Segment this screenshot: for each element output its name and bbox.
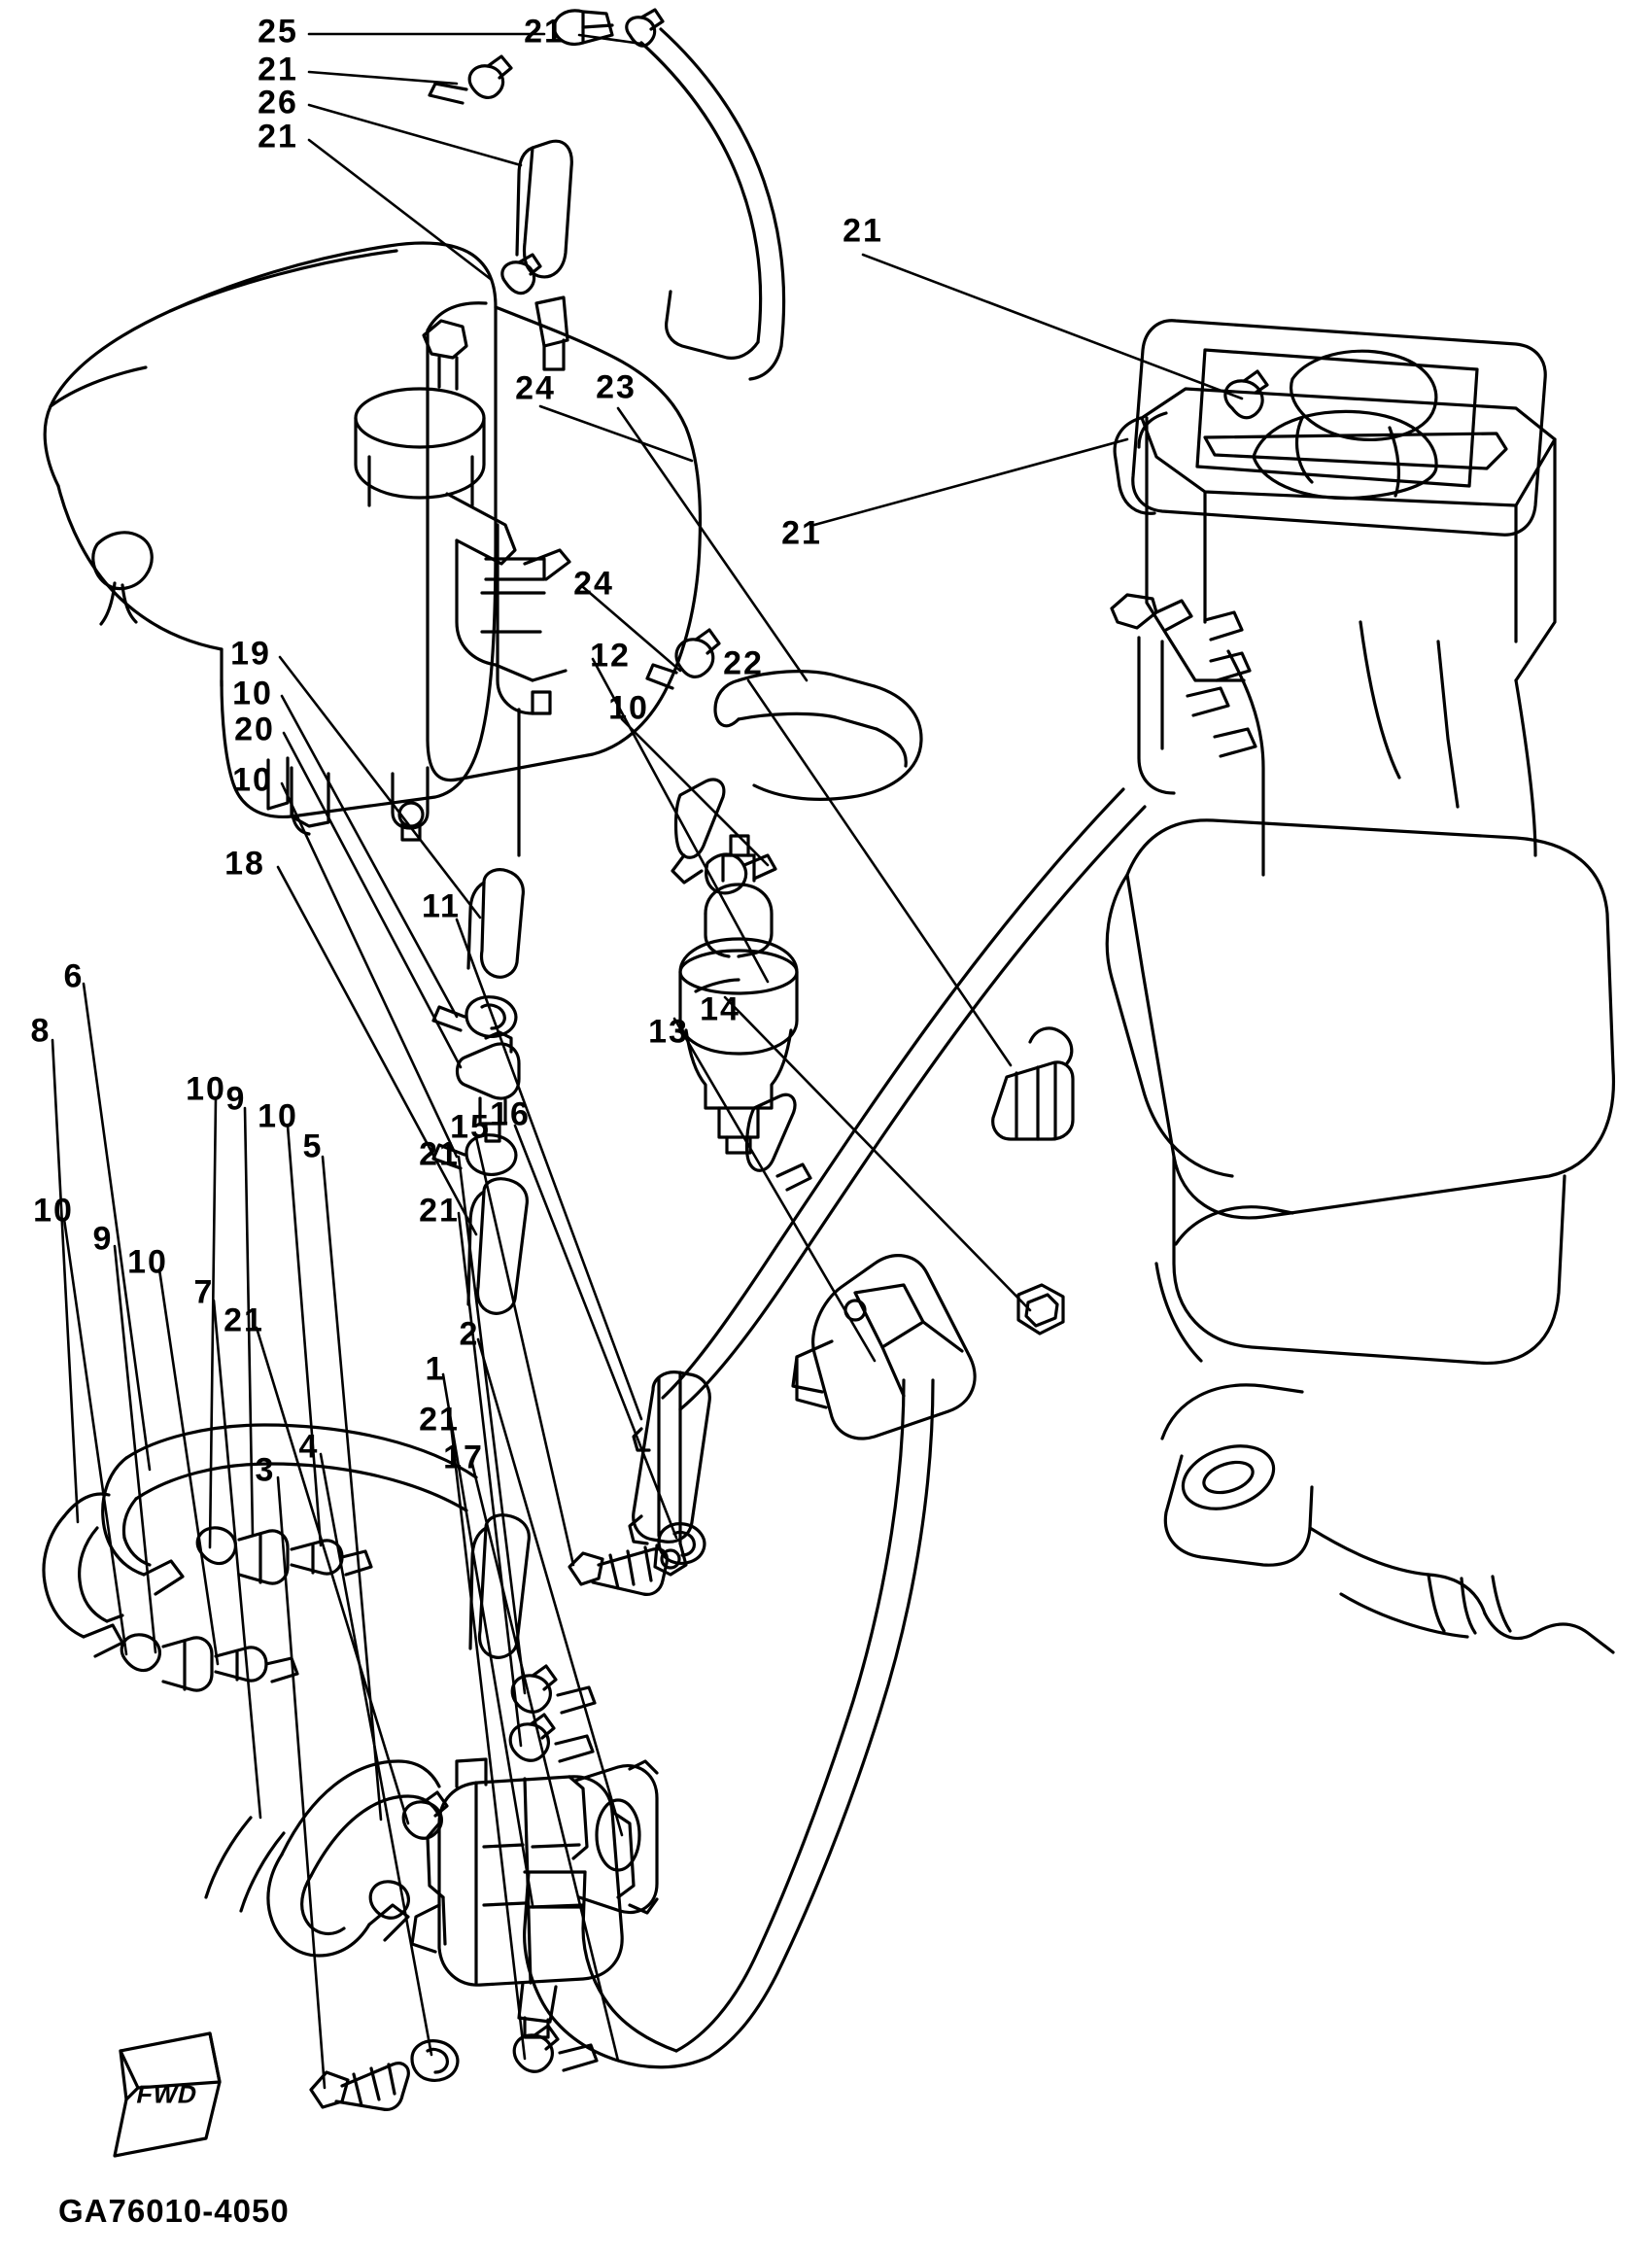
leader-lines [52,34,1242,2088]
callout-10-a: 10 [608,689,649,727]
callout-11: 11 [422,887,461,925]
callout-7: 7 [193,1273,215,1311]
callout-10-d: 10 [186,1070,226,1108]
part-code-label: GA76010-4050 [58,2193,290,2229]
callout-25: 25 [258,13,298,51]
callout-2: 2 [459,1315,480,1353]
clip-22 [993,1028,1073,1139]
callout-21-e: 21 [781,514,822,552]
fwd-direction-label: FWD [133,2079,201,2109]
callout-9-a: 9 [225,1080,247,1118]
callout-21-h: 21 [224,1301,264,1339]
callout-4: 4 [298,1428,320,1466]
callout-10-b: 10 [232,675,273,712]
callout-6: 6 [63,957,85,995]
callout-26: 26 [258,84,298,121]
callout-21-i: 21 [419,1401,460,1439]
callout-20: 20 [234,711,275,748]
callout-21-f: 21 [419,1135,460,1173]
hose-upper-long [641,43,761,342]
callout-5: 5 [302,1128,324,1165]
callout-12: 12 [590,637,631,675]
pump-hose-fittings [206,1666,595,1956]
bolt-3-washer-4 [311,2041,458,2110]
callout-10-c: 10 [232,761,273,799]
callout-13: 13 [648,1013,689,1051]
clamp-21-bottom [514,2026,597,2071]
callout-9-b: 9 [92,1220,114,1258]
callout-14: 14 [700,990,740,1028]
callout-17: 17 [443,1439,484,1476]
callout-21-g: 21 [419,1192,460,1230]
callout-21-c: 21 [258,118,298,156]
bracket-11 [630,1372,709,1575]
nut-14 [1018,1285,1063,1334]
callout-22: 22 [723,644,764,682]
callout-8: 8 [30,1012,52,1050]
engine-block [1107,389,1613,1652]
callout-1: 1 [425,1350,446,1388]
callout-15: 15 [450,1108,491,1146]
callout-21-a: 21 [524,13,565,51]
tank-top-fittings [430,10,663,369]
callout-21-b: 21 [258,51,298,88]
callout-24-a: 24 [515,369,556,407]
fuel-pump-assembly [412,1759,657,2037]
callout-3: 3 [255,1451,276,1489]
callout-16: 16 [490,1095,531,1133]
callout-23: 23 [596,368,637,406]
callout-10-f: 10 [33,1192,74,1230]
callout-24-b: 24 [573,565,614,603]
bracket-13 [793,1256,975,1439]
callout-10-e: 10 [258,1097,298,1135]
callout-18: 18 [224,845,265,883]
hose-23 [647,630,921,799]
callout-10-g: 10 [127,1243,168,1281]
callout-19: 19 [230,635,271,673]
callout-21-d: 21 [843,212,883,250]
fuel-tank-body [45,243,700,840]
